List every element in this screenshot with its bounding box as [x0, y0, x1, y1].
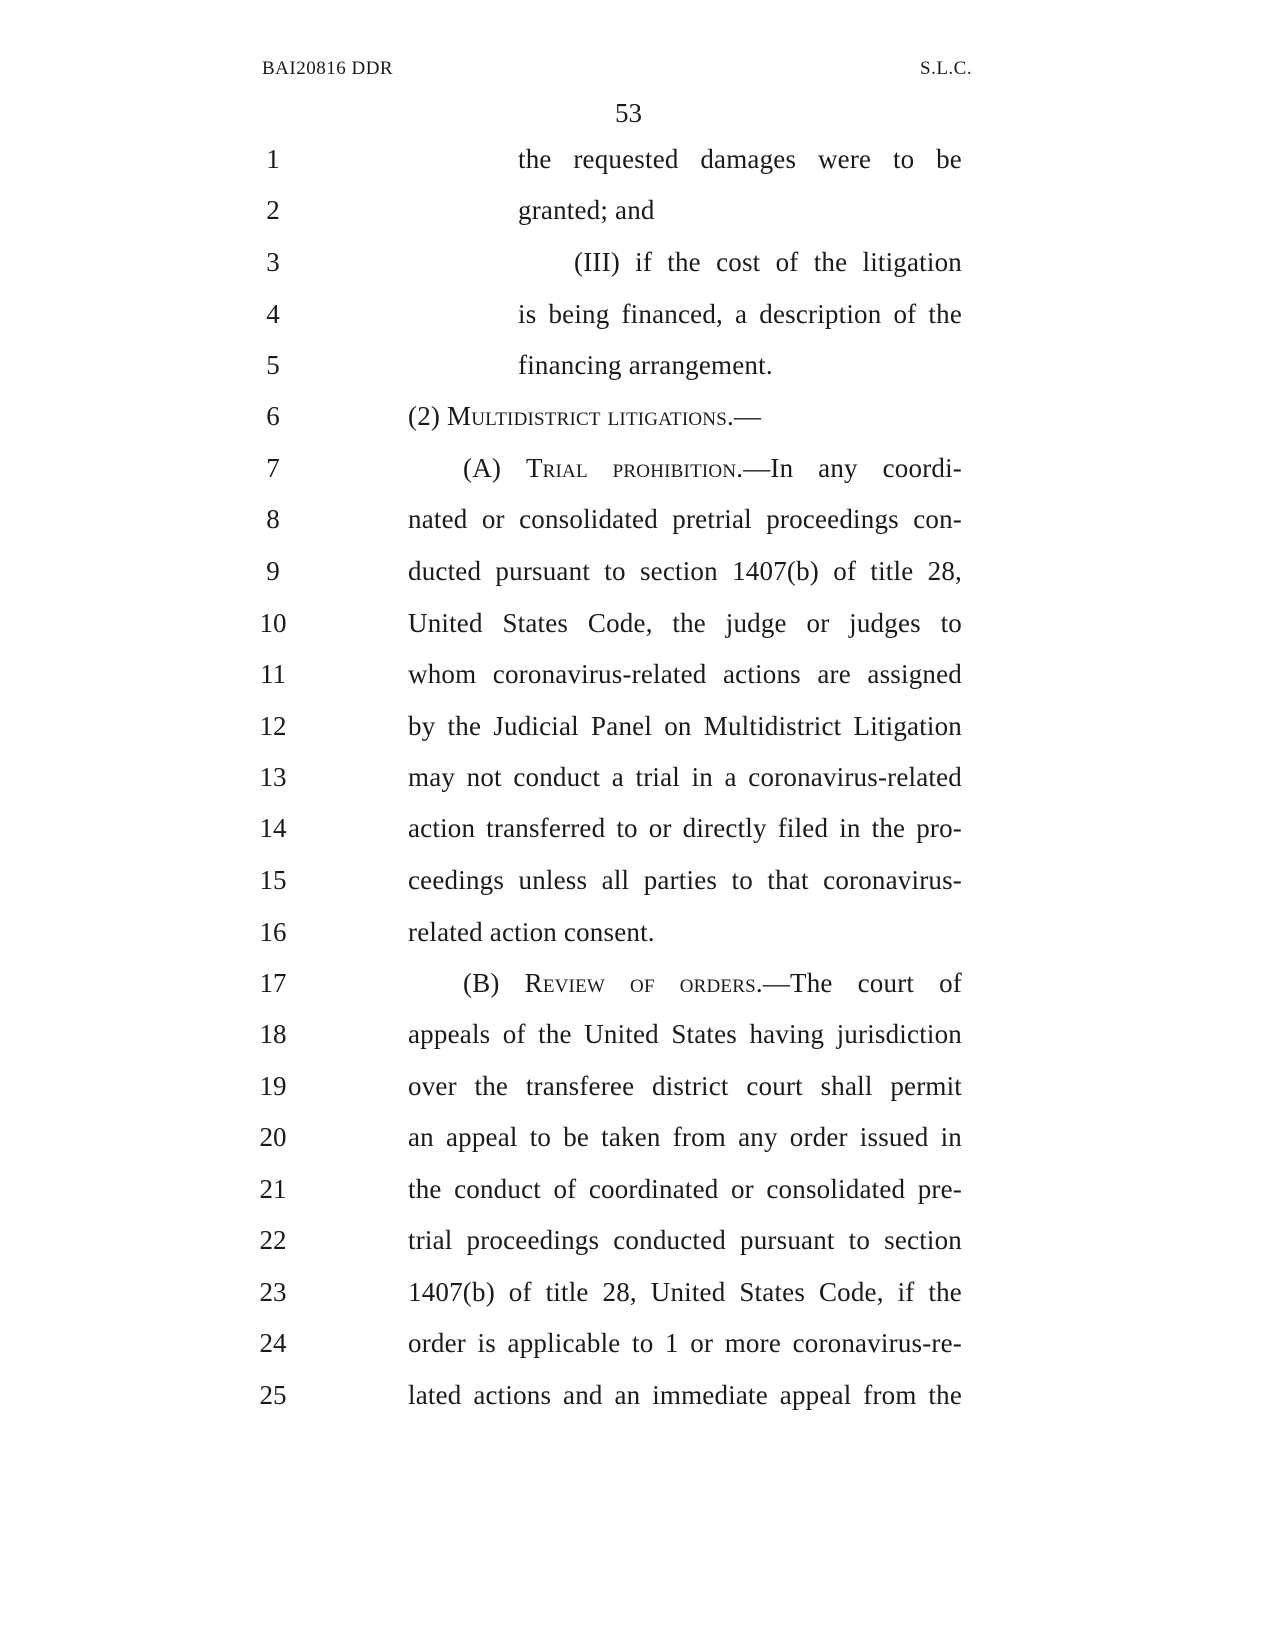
line-body: 1407(b) of title 28, United States Code, if the [408, 1277, 962, 1307]
paragraph-designator: (B) [463, 968, 525, 998]
line-number: 20 [259, 1122, 287, 1152]
line-number: 19 [259, 1071, 287, 1101]
line-text [408, 1327, 962, 1359]
line-body: trial proceedings conducted pursuant to section [408, 1225, 962, 1255]
text-line [0, 1018, 1275, 1058]
line-number: 13 [259, 762, 287, 792]
line-number: 16 [259, 917, 287, 947]
line-body: appeals of the United States having jurisdiction [408, 1019, 962, 1049]
line-text [408, 607, 962, 639]
line-text [518, 194, 655, 226]
line-number: 4 [266, 299, 280, 329]
line-number: 12 [259, 711, 287, 741]
text-line [0, 812, 1275, 852]
line-text [463, 967, 962, 999]
text-line [0, 298, 1275, 338]
line-text [408, 658, 962, 690]
text-line [0, 1121, 1275, 1161]
line-text [408, 1224, 962, 1256]
line-text [408, 1070, 962, 1102]
text-line [0, 607, 1275, 647]
line-text [574, 246, 962, 278]
line-text [408, 1276, 962, 1308]
line-text [408, 1173, 962, 1205]
text-line [0, 503, 1275, 543]
text-line [0, 967, 1275, 1007]
line-text [408, 1018, 962, 1050]
line-text [518, 143, 962, 175]
line-text [408, 555, 962, 587]
line-text [408, 503, 962, 535]
line-number: 18 [259, 1019, 287, 1049]
page-number: 53 [615, 98, 642, 128]
line-text [408, 1379, 962, 1411]
line-text [408, 864, 962, 896]
text-line [0, 194, 1275, 234]
text-line [0, 349, 1275, 389]
line-number: 7 [266, 453, 280, 483]
line-body: the conduct of coordinated or consolidated pre- [408, 1174, 962, 1204]
line-text [408, 710, 962, 742]
line-body: lated actions and an immediate appeal from the [408, 1380, 962, 1410]
line-number: 22 [259, 1225, 287, 1255]
line-text [518, 349, 773, 381]
line-body: the requested damages were to be [518, 144, 962, 174]
line-text [408, 400, 761, 432]
line-number: 1 [266, 144, 280, 174]
line-body: order is applicable to 1 or more coronavirus-re- [408, 1328, 962, 1358]
line-number: 9 [266, 556, 280, 586]
line-body: .—In any coordi- [736, 453, 962, 483]
text-line [0, 1379, 1275, 1419]
text-line [0, 555, 1275, 595]
line-text [408, 812, 962, 844]
line-number: 23 [259, 1277, 287, 1307]
line-number: 15 [259, 865, 287, 895]
text-line [0, 710, 1275, 750]
text-line [0, 1276, 1275, 1316]
line-number: 6 [266, 401, 280, 431]
line-body: ceedings unless all parties to that coronavirus- [408, 865, 962, 895]
section-heading: Review of orders [524, 968, 756, 998]
line-text [463, 452, 962, 484]
text-line [0, 246, 1275, 286]
line-number: 5 [266, 350, 280, 380]
line-number: 11 [260, 659, 286, 689]
line-text [408, 1121, 962, 1153]
paragraph-designator: (2) [408, 401, 448, 431]
line-number: 10 [259, 608, 287, 638]
line-body: whom coronavirus-related actions are assigned [408, 659, 962, 689]
line-text [518, 298, 962, 330]
section-heading: Trial prohibition [525, 453, 737, 483]
text-line [0, 1173, 1275, 1213]
line-number: 24 [259, 1328, 287, 1358]
text-line [0, 1070, 1275, 1110]
line-body: action transferred to or directly filed in the pro- [408, 813, 962, 843]
line-number: 17 [259, 968, 287, 998]
section-heading: Multidistrict litigations [447, 401, 727, 431]
text-line [0, 916, 1275, 956]
line-body: .—The court of [755, 968, 963, 998]
line-body: ducted pursuant to section 1407(b) of title 28, [408, 556, 962, 586]
line-text [408, 761, 962, 793]
line-number: 3 [266, 247, 280, 277]
line-body: over the transferee district court shall permit [408, 1071, 962, 1101]
line-body: is being financed, a description of the [518, 299, 962, 329]
line-body: (III) if the cost of the litigation [574, 247, 962, 277]
line-number: 14 [259, 813, 287, 843]
paragraph-designator: (A) [463, 453, 526, 483]
line-body: .— [726, 401, 762, 431]
text-line [0, 1224, 1275, 1264]
text-line [0, 761, 1275, 801]
line-body: related action consent. [408, 917, 655, 947]
line-body: may not conduct a trial in a coronavirus-related [408, 762, 962, 792]
line-number: 8 [266, 504, 280, 534]
slc-label: S.L.C. [920, 58, 973, 79]
line-body: granted; and [518, 195, 655, 225]
line-number: 21 [259, 1174, 287, 1204]
text-line [0, 658, 1275, 698]
line-number: 2 [266, 195, 280, 225]
line-body: United States Code, the judge or judges to [408, 608, 962, 638]
text-line [0, 452, 1275, 492]
text-line [0, 143, 1275, 183]
line-body: an appeal to be taken from any order issued in [408, 1122, 962, 1152]
line-body: financing arrangement. [518, 350, 773, 380]
line-body: nated or consolidated pretrial proceedings con- [408, 504, 962, 534]
text-line [0, 400, 1275, 440]
line-number: 25 [259, 1380, 287, 1410]
line-body: by the Judicial Panel on Multidistrict Litigation [408, 711, 962, 741]
text-line [0, 864, 1275, 904]
text-line [0, 1327, 1275, 1367]
line-text [408, 916, 655, 948]
document-id: BAI20816 DDR [262, 58, 394, 79]
